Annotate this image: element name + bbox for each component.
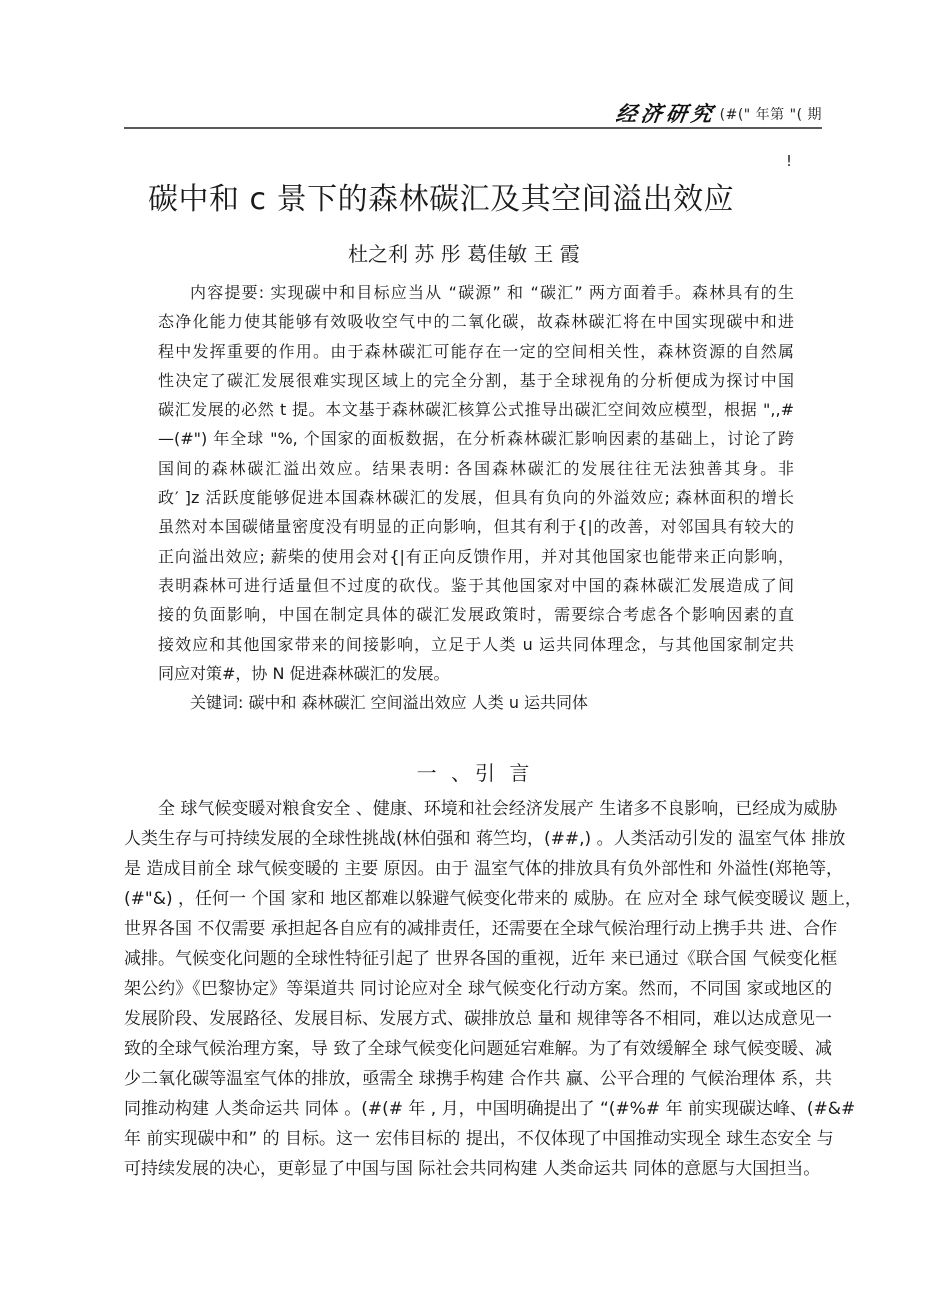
abstract-line: 接效应和其他国家带来的间接影响，立足于人类 u 运共同体理念，与其他国家制定共 [158,634,794,654]
abstract-line: 虽然对本国碳储量密度没有明显的正向影响，但其有利于{|的改善，对邻国具有较大的 [158,517,794,537]
issue-label: (#(" 年第 "( 期 [719,107,822,123]
body-line: 世界各国 不仅需要 承担起各自应有的减排责任，还需要在全球气候治理行动上携手共 进、合作 [124,919,838,939]
abstract-line: 表明森林可进行适量但不过度的砍伐。鉴于其他国家对中国的森林碳汇发展造成了间 [158,575,794,595]
keywords: 关键词: 碳中和 森林碳汇 空间溢出效应 人类 u 运共同体 [190,693,589,712]
page-marker: ! [786,152,793,170]
journal-logo: 经济研究 [613,101,718,126]
abstract-line: 政′ ]z 活跃度能够促进本国森林碳汇的发展，但具有负向的外溢效应; 森林面积的增长 [158,488,794,508]
body-line: 同推动构建 人类命运共 同体 。(#(# 年 , 月，中国明确提出了 “(#%# 年 前实现碳达峰、(#&# [124,1099,856,1119]
abstract-line: —(#") 年全球 "%, 个国家的面板数据，在分析森林碳汇影响因素的基础上，讨论了跨 [158,429,794,449]
journal-header [124,100,822,129]
body-line: 全 球气候变暖对粮食安全 、健康、环境和社会经济发展产 生诸多不良影响，已经成为威胁 [158,799,838,819]
abstract-line: 态净化能力使其能够有效吸收空气中的二氧化碳，故森林碳汇将在中国实现碳中和进 [158,312,794,332]
abstract-line: 碳汇发展的必然 t 提。本文基于森林碳汇核算公式推导出碳汇空间效应模型，根据 ",,# [158,400,794,420]
body-line: 减排。气候变化问题的全球性特征引起了 世界各国的重视，近年 来已通过《联合国 气候变化框 [124,949,838,969]
abstract-line: 国间的森林碳汇溢出效应。结果表明: 各国森林碳汇的发展往往无法独善其身。非 [158,458,794,478]
body-line: 是 造成目前全 球气候变暖的 主要 原因。由于 温室气体的排放具有负外部性和 外溢性(郑艳等， [124,859,844,879]
article-title: 碳中和 c 景下的森林碳汇及其空间溢出效应 [148,182,735,217]
body-line: 人类生存与可持续发展的全球性挑战(林伯强和 蒋竺均，(##,) 。人类活动引发的 温室气体 排放 [124,829,846,849]
body-line: 少二氧化碳等温室气体的排放，亟需全 球携手构建 合作共 赢、公平合理的 气候治理体 系，共 [124,1069,832,1089]
abstract-line: 接的负面影响，中国在制定具体的碳汇发展政策时，需要综合考虑各个影响因素的直 [158,605,794,625]
body-line: 致的全球气候治理方案，导 致了全球气候变化问题延宕难解。为了有效缓解全 球气候变暖、减 [124,1039,832,1059]
article-authors: 杜之利 苏 彤 葛佳敏 王 霞 [348,242,580,266]
abstract-line: 内容提要: 实现碳中和目标应当从 “碳源” 和 “碳汇” 两方面着手。森林具有的生 [190,283,794,302]
abstract-line: 程中发挥重要的作用。由于森林碳汇可能存在一定的空间相关性，森林资源的自然属 [158,341,794,361]
section-body [124,794,862,1184]
body-line: 架公约》《巴黎协定》等渠道共 同讨论应对全 球气候变化行动方案。然而，不同国 家或地区的 [124,979,832,999]
abstract-line: 性决定了碳汇发展很难实现区域上的完全分割，基于全球视角的分析便成为探讨中国 [158,370,794,390]
section-heading-introduction: 一 、引 言 [416,761,534,785]
body-line: (#"&) ，任何一 个国 家和 地区都难以躲避气候变化带来的 威胁。在 应对全 球气候变暖议 题上， [124,889,862,909]
body-line: 年 前实现碳中和” 的 目标。这一 宏伟目标的 提出，不仅体现了中国推动实现全 球生态安全 与 [124,1129,834,1149]
body-line: 发展阶段、发展路径、发展目标、发展方式、碳排放总 量和 规律等各不相同，难以达成意见一 [124,1009,832,1029]
abstract-line: 同应对策#，协 N 促进森林碳汇的发展。 [158,663,450,683]
body-line: 可持续发展的决心，更彰显了中国与国 际社会共同构建 人类命运共 同体的意愿与大国担当。 [124,1159,821,1179]
abstract [158,278,794,688]
abstract-line: 正向溢出效应; 薪柴的使用会对{|有正向反馈作用，并对其他国家也能带来正向影响， [158,546,794,566]
